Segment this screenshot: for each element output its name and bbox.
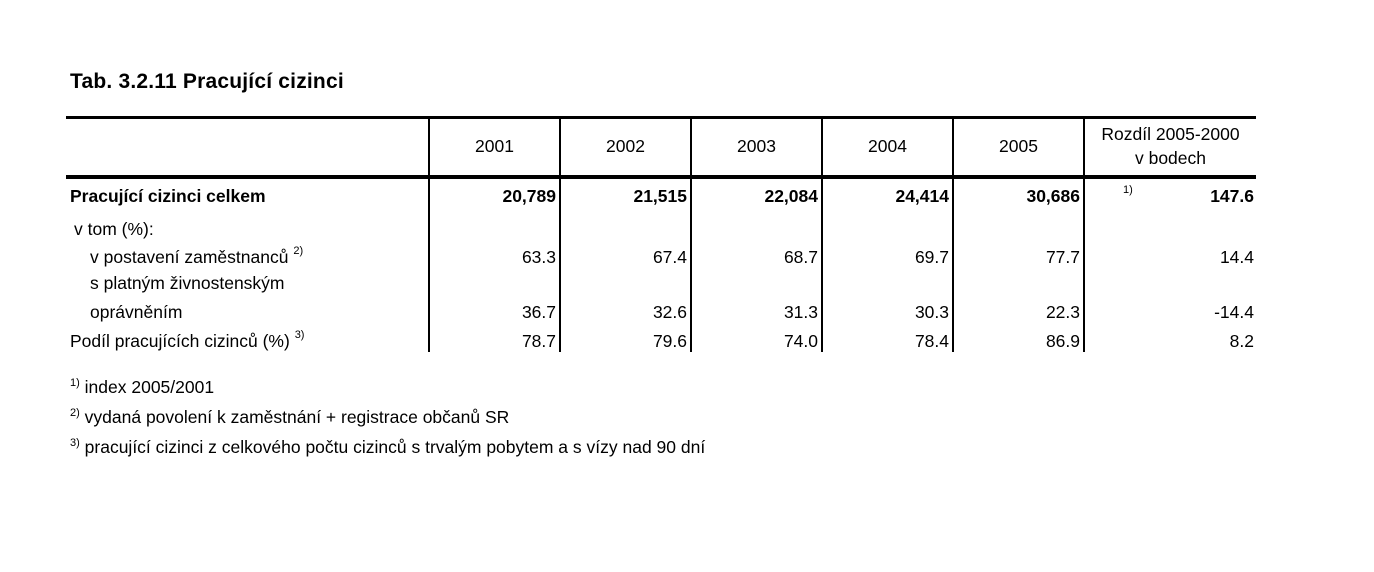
table-cell: 69.7 <box>822 240 953 268</box>
column-header: 2005 <box>953 118 1084 178</box>
diff-cell: 14.4 <box>1084 240 1256 268</box>
header-empty-cell <box>66 118 429 178</box>
table-cell: 86.9 <box>953 323 1084 352</box>
table-cell <box>822 211 953 240</box>
table-cell: 31.3 <box>691 294 822 323</box>
table-cell: 74.0 <box>691 323 822 352</box>
footnote-text: index 2005/2001 <box>84 377 215 397</box>
footnote-marker: 3) <box>70 437 80 449</box>
column-header: 2001 <box>429 118 560 178</box>
row-label <box>66 323 429 352</box>
footnote-text: vydaná povolení k zaměstnání + registrace občanů SR <box>84 407 510 427</box>
table-row <box>66 240 1256 268</box>
footnote-marker: 3) <box>294 329 305 341</box>
table-cell: 30.3 <box>822 294 953 323</box>
row-label: s platným živnostenským <box>90 273 285 293</box>
table-cell: 78.4 <box>822 323 953 352</box>
table-cell <box>429 268 560 294</box>
row-label: v tom (%): <box>74 219 154 239</box>
table-cell <box>953 268 1084 294</box>
table-row <box>66 268 1256 294</box>
table-cell: 22,084 <box>691 177 822 211</box>
table-cell <box>429 211 560 240</box>
diff-column-header <box>1084 118 1256 178</box>
table-cell: 67.4 <box>560 240 691 268</box>
table-row <box>66 211 1256 240</box>
table-cell <box>953 211 1084 240</box>
table-cell: 24,414 <box>822 177 953 211</box>
table-cell: 30,686 <box>953 177 1084 211</box>
diff-cell: -14.4 <box>1084 294 1256 323</box>
table-header-row <box>66 118 1256 178</box>
column-header: 2004 <box>822 118 953 178</box>
diff-header-line1: Rozdíl 2005-2000 <box>1101 124 1240 145</box>
table-cell: 22.3 <box>953 294 1084 323</box>
table-cell: 68.7 <box>691 240 822 268</box>
table-title: Tab. 3.2.11 Pracující cizinci <box>70 70 344 93</box>
footnote <box>70 432 705 462</box>
row-label-text: v postavení zaměstnanců <box>90 247 289 267</box>
diff-cell <box>1084 268 1256 294</box>
footnote-text: pracující cizinci z celkového počtu cizinců s trvalým pobytem a s vízy nad 90 dní <box>84 437 706 457</box>
table-cell <box>691 211 822 240</box>
foreign-workers-table <box>66 116 1256 352</box>
footnote-marker: 2) <box>70 407 80 419</box>
table-cell: 36.7 <box>429 294 560 323</box>
table-cell: 79.6 <box>560 323 691 352</box>
row-label-text: Podíl pracujících cizinců (%) <box>70 331 290 351</box>
footnote-marker: 1) <box>1123 184 1133 196</box>
table-cell: 77.7 <box>953 240 1084 268</box>
footnote <box>70 402 705 432</box>
row-label <box>66 240 429 268</box>
column-header: 2002 <box>560 118 691 178</box>
diff-cell <box>1084 177 1256 211</box>
table-cell <box>822 268 953 294</box>
diff-cell: 8.2 <box>1084 323 1256 352</box>
table-row <box>66 177 1256 211</box>
table-cell <box>560 211 691 240</box>
diff-header-line2: v bodech <box>1134 148 1207 168</box>
row-label: oprávněním <box>90 302 183 322</box>
table-cell: 20,789 <box>429 177 560 211</box>
footnote-marker: 1) <box>70 377 80 389</box>
footnotes <box>70 372 705 462</box>
table-cell <box>691 268 822 294</box>
table-row <box>66 294 1256 323</box>
table-row <box>66 323 1256 352</box>
table-cell: 78.7 <box>429 323 560 352</box>
column-header: 2003 <box>691 118 822 178</box>
row-label: Pracující cizinci celkem <box>70 185 266 206</box>
diff-value: 147.6 <box>1210 185 1254 206</box>
footnote <box>70 372 705 402</box>
table-cell <box>560 268 691 294</box>
diff-cell <box>1084 211 1256 240</box>
footnote-marker: 2) <box>293 245 304 257</box>
table-cell: 32.6 <box>560 294 691 323</box>
table-cell: 21,515 <box>560 177 691 211</box>
table-cell: 63.3 <box>429 240 560 268</box>
